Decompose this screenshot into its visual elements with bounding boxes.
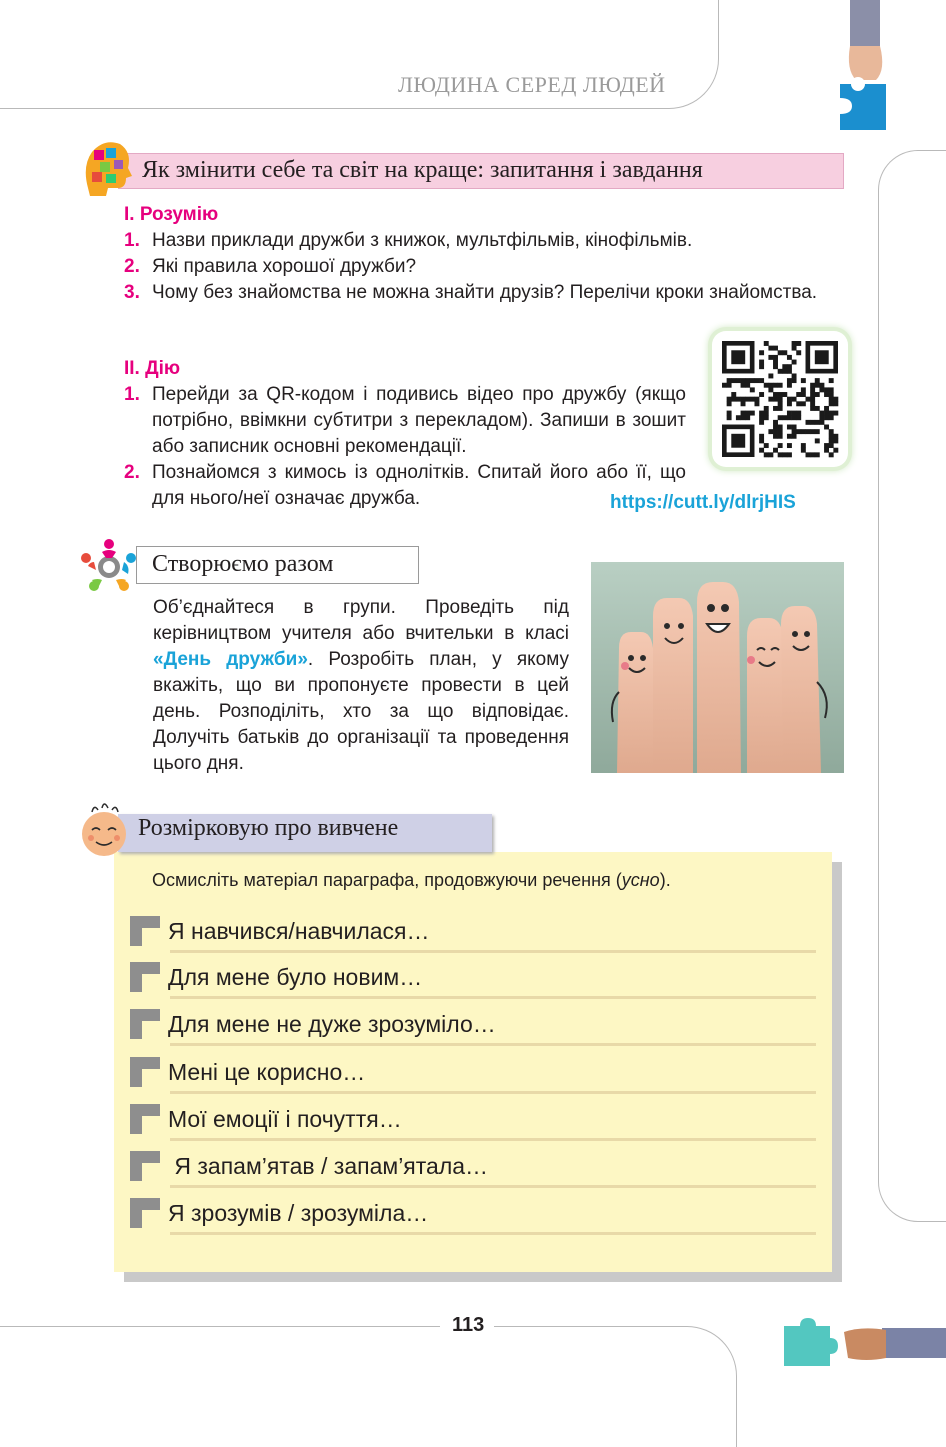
reflection-row[interactable]: Я зрозумів / зрозуміла… xyxy=(130,1198,816,1238)
frame-right-side xyxy=(878,150,946,1222)
part1-heading: І. Розумію xyxy=(124,204,219,225)
list-item: 3. Чому без знайомства не можна знайти друзів? Перелічи кроки знайомства. xyxy=(124,282,818,303)
checkbox[interactable] xyxy=(130,1104,160,1134)
running-head: ЛЮДИНА СЕРЕД ЛЮДЕЙ xyxy=(398,72,666,97)
checkbox[interactable] xyxy=(130,1009,160,1039)
head-profile-icon xyxy=(78,136,134,198)
reflection-row[interactable]: Я запам’ятав / запам’ятала… xyxy=(130,1151,816,1191)
qr-code[interactable] xyxy=(712,331,848,467)
list-item: 1. Назви приклади дружби з книжок, мультфільмів, кінофільмів. xyxy=(124,230,693,251)
section-title: Як змінити себе та світ на краще: запитання і завдання xyxy=(142,157,703,183)
friendship-day-highlight: «День дружби» xyxy=(153,649,308,670)
thinking-face-icon xyxy=(76,802,132,858)
create-together-title: Створюємо разом xyxy=(152,551,334,577)
part1-list xyxy=(124,228,844,306)
checkbox[interactable] xyxy=(130,1198,160,1228)
page-number: 113 xyxy=(452,1314,485,1336)
puzzle-piece-icon xyxy=(836,0,896,132)
puzzle-piece-icon xyxy=(782,1318,946,1370)
checkbox[interactable] xyxy=(130,1057,160,1087)
list-item: 2. Познайомся з кимось із однолітків. Спитай його або її, що для нього/неї означає дружба. xyxy=(124,462,686,509)
checkbox[interactable] xyxy=(130,1151,160,1181)
part2-list xyxy=(124,382,686,512)
create-together-text: Об’єднайтеся в групи. Проведіть під керівництвом учителя або вчительки в класі «День дружби». Розробіть план, у якому вкажіть, що ви пропонуєте провести в цей день. Розподіліть, хто за що відповідає. Долучіть батьків до організації та проведення цього дня. xyxy=(153,597,569,774)
checkbox[interactable] xyxy=(130,962,160,992)
reflection-row[interactable]: Мені це корисно… xyxy=(130,1057,816,1097)
part2-heading: ІІ. Дію xyxy=(124,358,181,379)
reflection-intro: Осмисліть матеріал параграфа, продовжуючи речення (усно). xyxy=(152,870,671,890)
fingers-photo xyxy=(591,562,844,773)
list-item: 2. Які правила хорошої дружби? xyxy=(124,256,417,277)
qr-url-link[interactable]: https://cutt.ly/dlrjHIS xyxy=(610,492,796,513)
reflection-row[interactable]: Я навчився/навчилася… xyxy=(130,916,816,956)
reflection-row[interactable]: Для мене було новим… xyxy=(130,962,816,1002)
people-circle-icon xyxy=(78,538,140,596)
list-item: 1. Перейди за QR-кодом і подивись відео про дружбу (якщо потрібно, ввімкни субтитри з перекладом). Запиши в зошит або записник основні рекомендації. xyxy=(124,384,686,457)
frame-bottom-left xyxy=(0,1326,440,1327)
checkbox[interactable] xyxy=(130,916,160,946)
reflection-row[interactable]: Мої емоції і почуття… xyxy=(130,1104,816,1144)
frame-bottom-right xyxy=(494,1326,737,1447)
reflection-title: Розмірковую про вивчене xyxy=(138,815,399,841)
qr-code-icon xyxy=(712,331,848,467)
reflection-row[interactable]: Для мене не дуже зрозуміло… xyxy=(130,1009,816,1049)
